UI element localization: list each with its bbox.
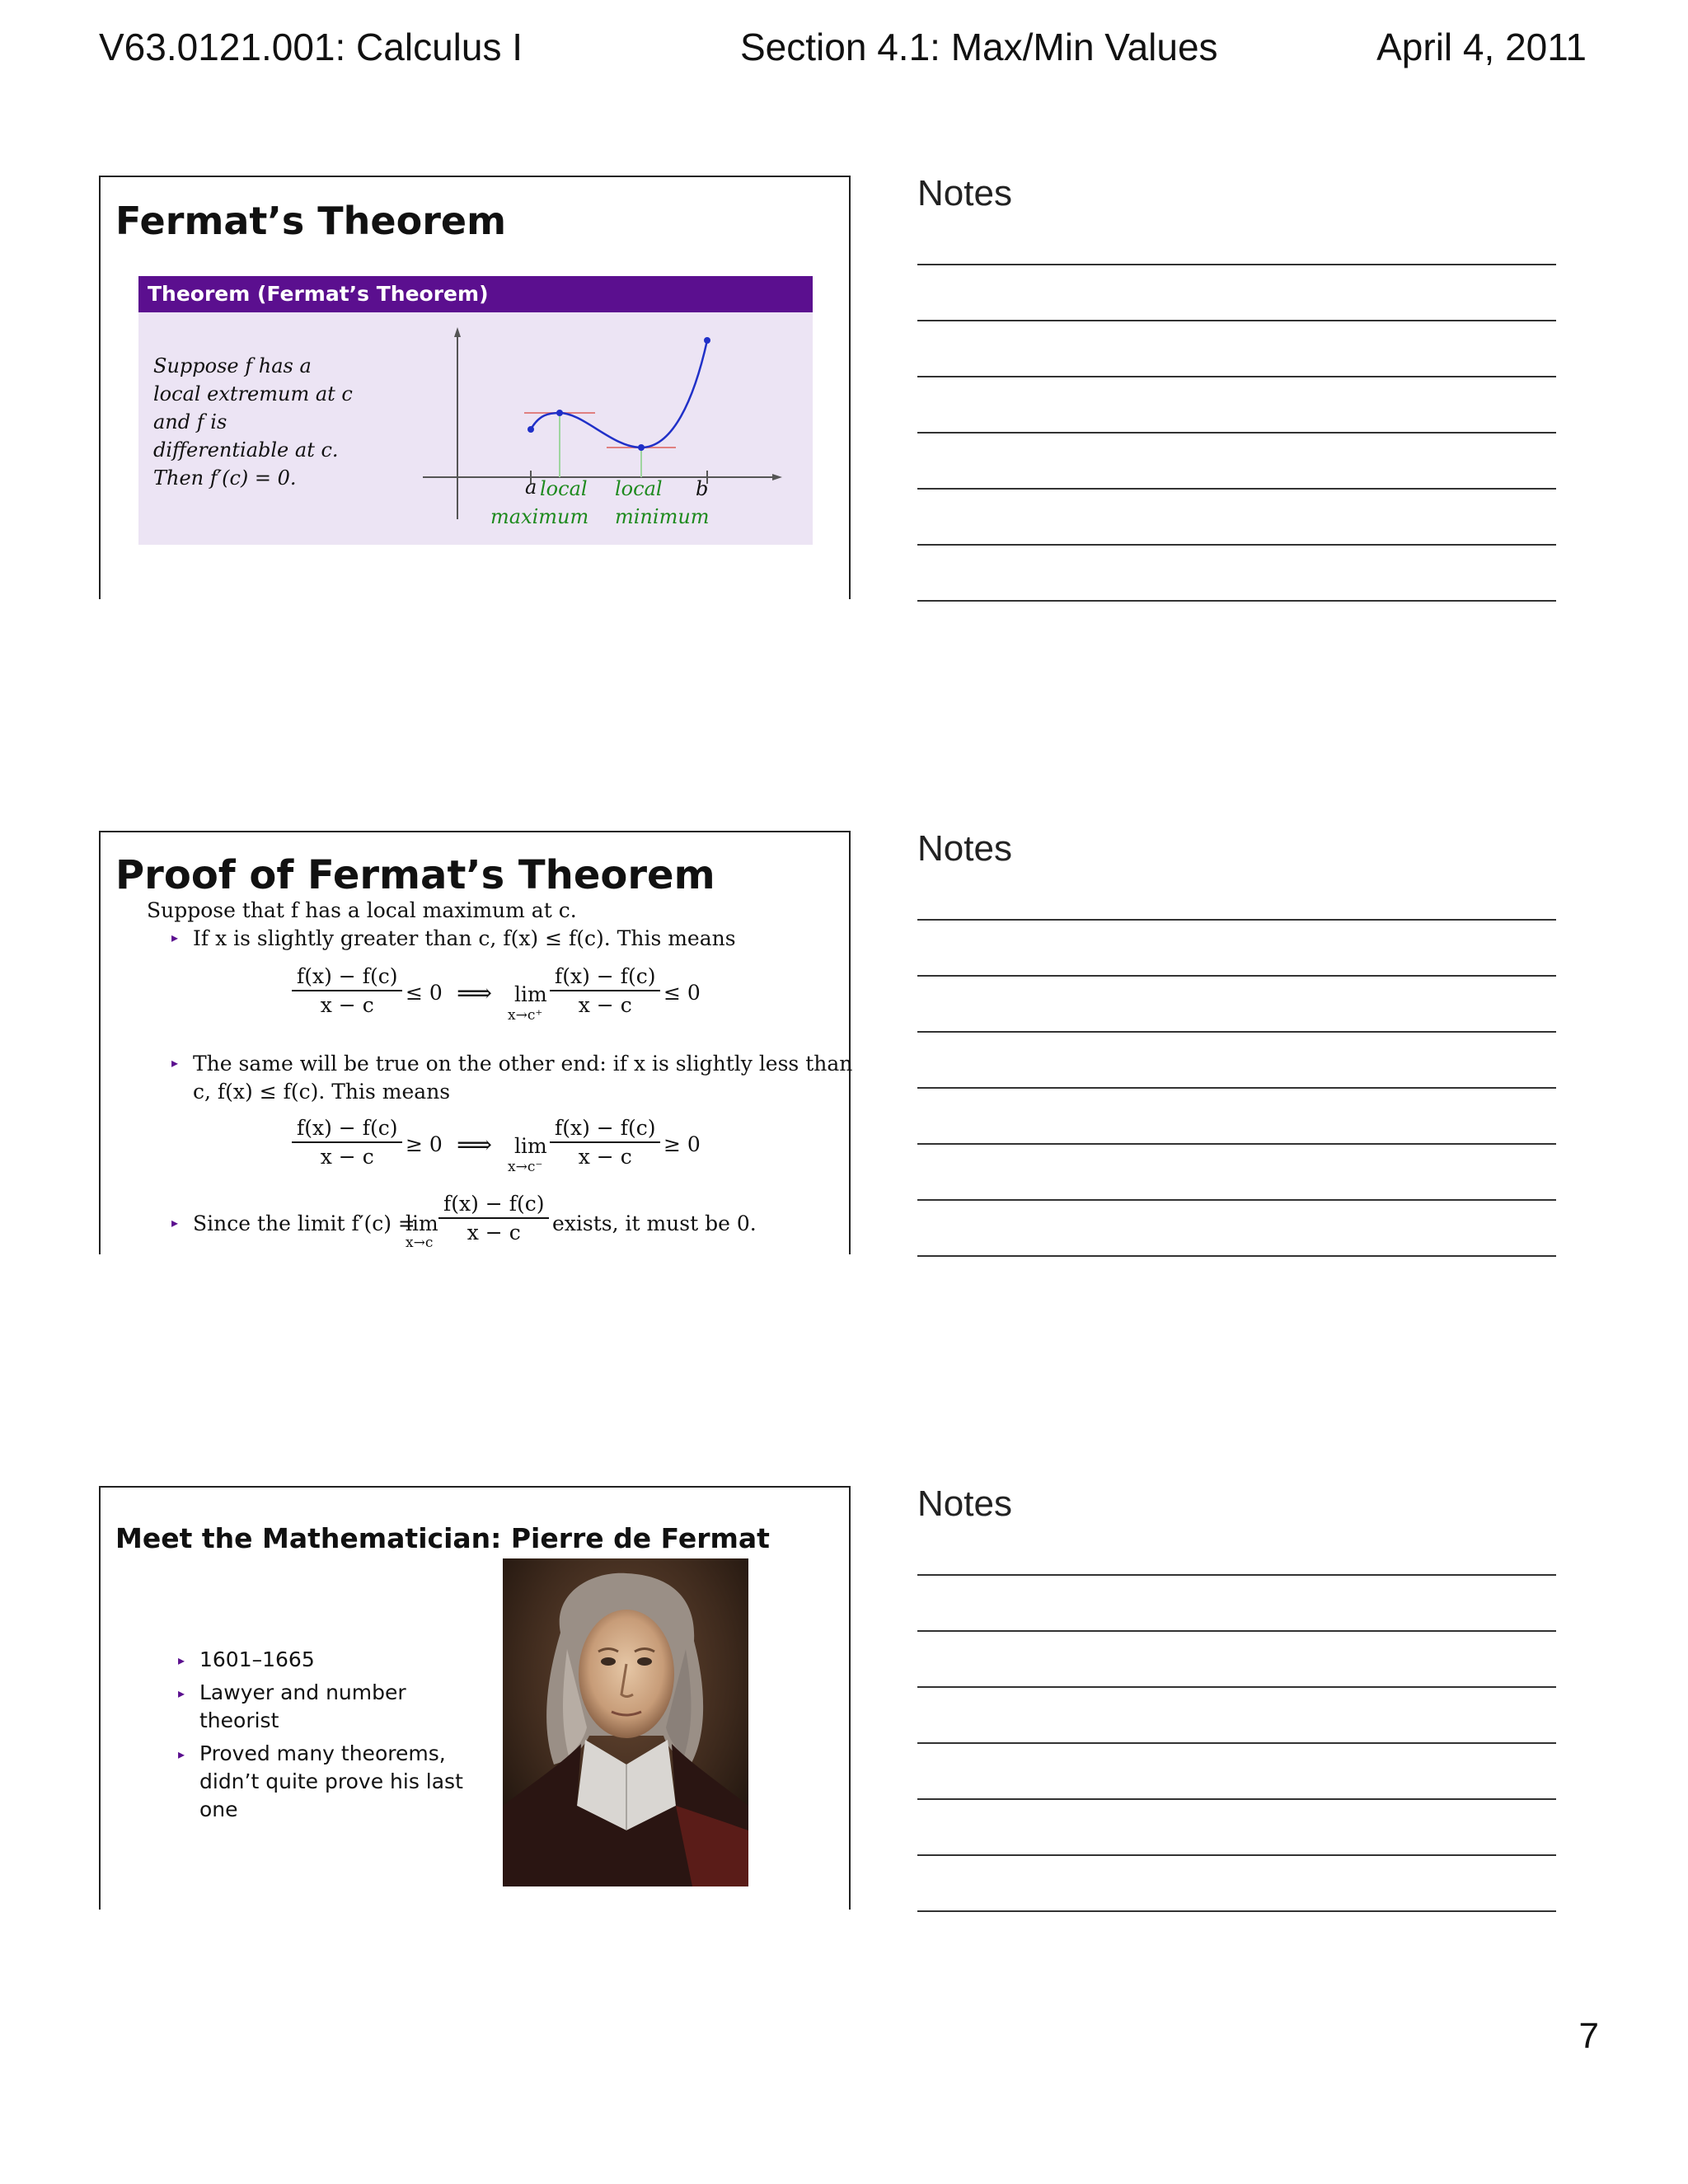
theorem-line: and f is (153, 410, 227, 434)
theorem-line: local extremum at c (153, 382, 353, 405)
notes-label: Notes (917, 828, 1012, 869)
frac-numerator: f(x) − f(c) (550, 964, 660, 991)
lim-subscript: x→c⁺ (508, 1007, 543, 1024)
lim-subscript: x→c⁻ (508, 1159, 543, 1175)
note-line[interactable] (917, 376, 1556, 377)
difference-quotient (438, 1192, 549, 1244)
frac-numerator: f(x) − f(c) (292, 1116, 402, 1143)
note-line[interactable] (917, 1143, 1556, 1145)
slide-title: Proof of Fermat’s Theorem (115, 852, 715, 898)
note-line[interactable] (917, 1686, 1556, 1688)
frac-numerator: f(x) − f(c) (438, 1192, 549, 1219)
note-line[interactable] (917, 1031, 1556, 1033)
leq-zero: ≤ 0 (663, 981, 701, 1005)
lim-symbol: lim (514, 982, 547, 1006)
point-max (556, 410, 563, 416)
difference-quotient (292, 964, 402, 1017)
fact-line: theorist (199, 1708, 279, 1732)
bullet-triangle-icon: ▸ (178, 1687, 185, 1701)
proof-bullet-2-line-1: The same will be true on the other end: if x is slightly less than (193, 1052, 853, 1076)
frac-denominator: x − c (320, 1145, 374, 1169)
frac-numerator: f(x) − f(c) (550, 1116, 660, 1143)
fact-bullet-2 (199, 1679, 406, 1735)
label-local-min-2: minimum (615, 505, 710, 528)
proof-intro: Suppose that f has a local maximum at c. (147, 898, 577, 922)
function-curve (531, 340, 707, 448)
note-line[interactable] (917, 1854, 1556, 1856)
note-line[interactable] (917, 1199, 1556, 1201)
x-axis-arrow (772, 474, 782, 480)
fact-line: Proved many theorems, (199, 1741, 446, 1765)
label-local-max-1: local (540, 477, 588, 500)
theorem-line: Then f′(c) = 0. (153, 466, 297, 490)
proof-bullet-3-pre: Since the limit f′(c) = (193, 1212, 415, 1235)
notes-label: Notes (917, 173, 1012, 213)
slide-fermat-theorem (99, 176, 851, 599)
implies-symbol: ⟹ (457, 979, 493, 1008)
point-min (638, 444, 645, 451)
proof-bullet-1: If x is slightly greater than c, f(x) ≤ f(c). This means (193, 926, 736, 950)
note-line[interactable] (917, 919, 1556, 921)
note-line[interactable] (917, 600, 1556, 602)
notes-panel-3 (917, 1483, 1556, 1912)
fact-line: Lawyer and number (199, 1680, 406, 1704)
slide-meet-mathematician (99, 1486, 851, 1910)
note-line[interactable] (917, 488, 1556, 490)
notes-label: Notes (917, 1483, 1012, 1524)
extremum-graph (138, 276, 813, 545)
endpoint-a (528, 426, 534, 433)
note-line[interactable] (917, 975, 1556, 977)
endpoint-b (704, 337, 710, 344)
fact-line: one (199, 1797, 238, 1821)
frac-numerator: f(x) − f(c) (292, 964, 402, 991)
theorem-line: Suppose f has a (153, 354, 312, 377)
notes-panel-2 (917, 828, 1556, 1257)
lim-subscript: x→c (406, 1235, 434, 1251)
theorem-box (138, 276, 813, 545)
proof-bullet-2-line-2: c, f(x) ≤ f(c). This means (193, 1080, 451, 1104)
note-line[interactable] (917, 432, 1556, 434)
frac-denominator: x − c (467, 1221, 521, 1244)
fermat-portrait (503, 1558, 748, 1886)
fact-bullet-3 (199, 1740, 463, 1824)
leq-zero: ≤ 0 (406, 981, 443, 1005)
label-b: b (696, 477, 709, 500)
y-axis-arrow (454, 327, 461, 337)
note-line[interactable] (917, 1630, 1556, 1632)
label-local-min-1: local (615, 477, 663, 500)
fact-line: 1601–1665 (199, 1647, 315, 1671)
lim-symbol: lim (514, 1134, 547, 1158)
notes-panel-1 (917, 173, 1556, 602)
difference-quotient (550, 1116, 660, 1169)
geq-zero: ≥ 0 (663, 1132, 701, 1156)
page-number: 7 (1578, 2016, 1599, 2056)
note-line[interactable] (917, 1255, 1556, 1257)
header-date: April 4, 2011 (1376, 26, 1587, 68)
course-title: V63.0121.001: Calculus I (99, 26, 523, 68)
frac-denominator: x − c (578, 1145, 632, 1169)
geq-zero: ≥ 0 (406, 1132, 443, 1156)
note-line[interactable] (917, 1910, 1556, 1912)
note-line[interactable] (917, 264, 1556, 265)
slide-title: Meet the Mathematician: Pierre de Fermat (115, 1522, 770, 1554)
lim-symbol: lim (406, 1212, 438, 1235)
note-line[interactable] (917, 1798, 1556, 1800)
label-local-max-2: maximum (490, 505, 589, 528)
label-a: a (525, 476, 537, 499)
note-line[interactable] (917, 320, 1556, 321)
slide-title: Fermat’s Theorem (115, 199, 507, 243)
bullet-triangle-icon: ▸ (171, 930, 179, 945)
fact-line: didn’t quite prove his last (199, 1769, 463, 1793)
note-line[interactable] (917, 1574, 1556, 1576)
proof-bullet-3-post: exists, it must be 0. (552, 1212, 757, 1235)
section-title: Section 4.1: Max/Min Values (740, 26, 1218, 68)
note-line[interactable] (917, 1742, 1556, 1744)
note-line[interactable] (917, 1087, 1556, 1089)
implies-symbol: ⟹ (457, 1131, 493, 1160)
bullet-triangle-icon: ▸ (178, 1654, 185, 1668)
difference-quotient (292, 1116, 402, 1169)
theorem-line: differentiable at c. (153, 438, 339, 462)
bullet-triangle-icon: ▸ (178, 1748, 185, 1762)
frac-denominator: x − c (320, 993, 374, 1017)
note-line[interactable] (917, 544, 1556, 546)
bullet-triangle-icon: ▸ (171, 1055, 179, 1071)
theorem-header: Theorem (Fermat’s Theorem) (138, 276, 813, 312)
difference-quotient (550, 964, 660, 1017)
bullet-triangle-icon: ▸ (171, 1215, 179, 1230)
fact-bullet-1 (199, 1646, 315, 1674)
frac-denominator: x − c (578, 993, 632, 1017)
slide-proof (99, 831, 851, 1254)
